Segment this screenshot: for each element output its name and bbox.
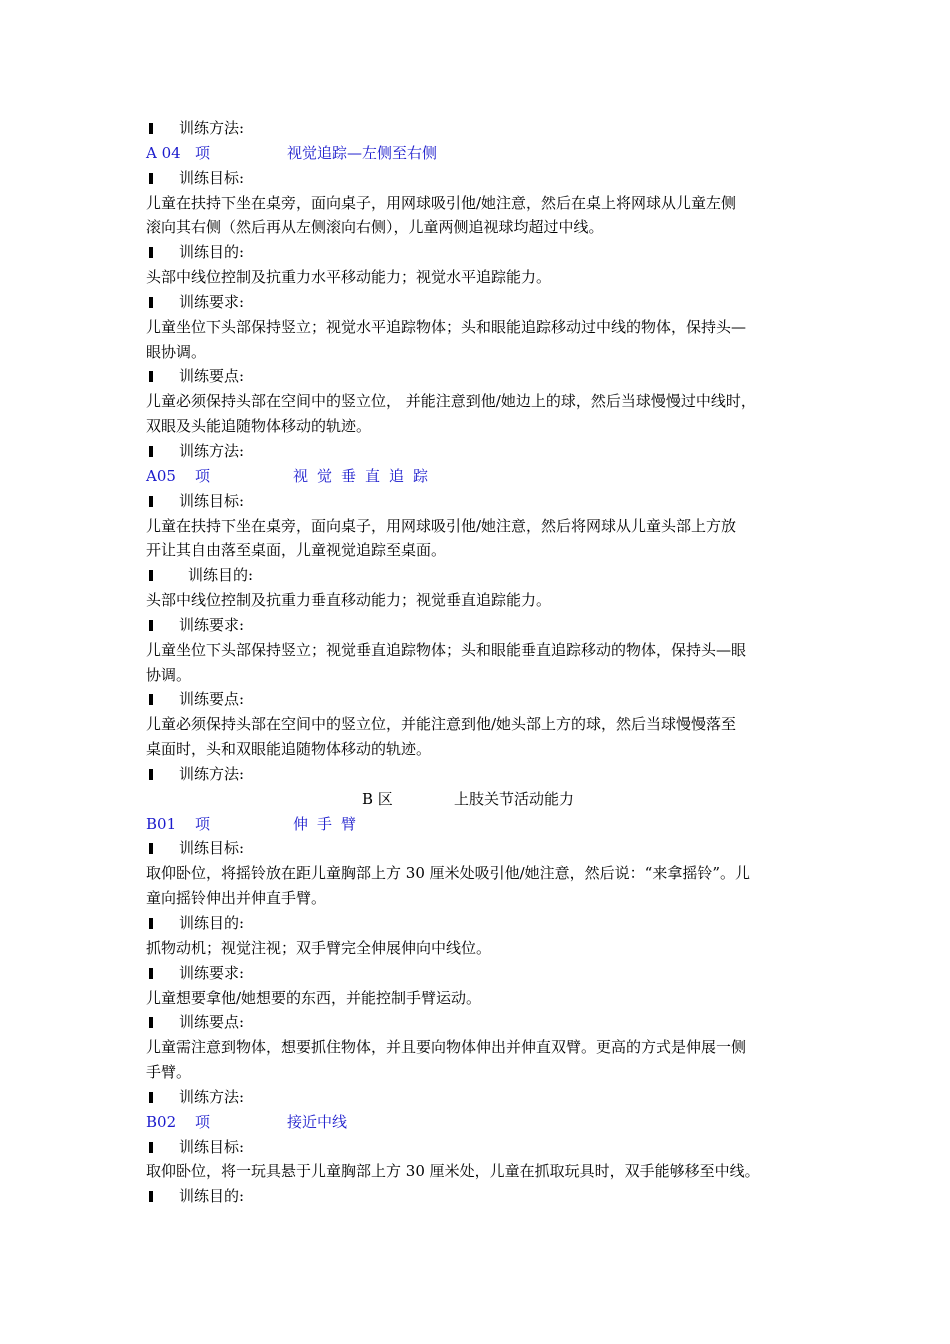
item-title <box>146 141 811 166</box>
bullet-heading: 训练要求: <box>146 961 811 986</box>
bullet-heading: 训练要求: <box>146 613 811 638</box>
body-text-line: 儿童坐位下头部保持竖立；视觉水平追踪物体；头和眼能追踪移动过中线的物体，保持头— <box>146 317 747 336</box>
item-title <box>146 812 811 837</box>
body-text-line: 头部中线位控制及抗重力水平移动能力；视觉水平追踪能力。 <box>146 268 552 287</box>
bullet-heading: 训练要点: <box>146 687 811 712</box>
item-name: 伸手臂 <box>293 814 366 833</box>
body-text-line: 眼协调。 <box>146 342 207 361</box>
item-title <box>146 464 811 489</box>
bullet-heading: 训练目标: <box>146 836 811 861</box>
body-text-line: 头部中线位控制及抗重力垂直移动能力；视觉垂直追踪能力。 <box>146 591 552 610</box>
body-text-line: 儿童必须保持头部在空间中的竖立位， 并能注意到他/她边上的球，然后当球慢慢过中线时， <box>146 392 756 411</box>
bullet-heading: 训练目标: <box>146 1135 811 1160</box>
section-heading <box>146 787 811 812</box>
bullet-heading: 训练方法: <box>146 1085 811 1110</box>
body-text-line: 儿童在扶持下坐在桌旁，面向桌子，用网球吸引他/她注意，然后将网球从儿童头部上方放 <box>146 516 737 535</box>
bullet-heading: 训练目标: <box>146 489 811 514</box>
bullet-heading: 训练方法: <box>146 116 811 141</box>
item-label: 项 <box>195 466 211 485</box>
body-text-line: 儿童需注意到物体，想要抓住物体，并且要向物体伸出并伸直双臂。更高的方式是伸展一侧 <box>146 1038 747 1057</box>
item-title <box>146 1110 811 1135</box>
section-zone: B 区 <box>362 789 393 808</box>
body-text-line: 儿童在扶持下坐在桌旁，面向桌子，用网球吸引他/她注意，然后在桌上将网球从儿童左侧 <box>146 193 737 212</box>
item-code: B01 <box>146 814 177 833</box>
body-text-line: 双眼及头能追随物体移动的轨迹。 <box>146 417 372 436</box>
item-code: A05 <box>146 466 176 485</box>
body-text-line: 开让其自由落至桌面，儿童视觉追踪至桌面。 <box>146 541 447 560</box>
item-name: 视觉追踪—左侧至右侧 <box>287 143 438 162</box>
section-name: 上肢关节活动能力 <box>454 789 575 808</box>
item-label: 项 <box>195 814 211 833</box>
body-text-line: 儿童想要拿他/她想要的东西，并能控制手臂运动。 <box>146 988 482 1007</box>
body-text-line: 童向摇铃伸出并伸直手臂。 <box>146 889 327 908</box>
bullet-heading: 训练要求: <box>146 290 811 315</box>
bullet-heading: 训练要点: <box>146 1010 811 1035</box>
body-text-line: 滚向其右侧（然后再从左侧滚向右侧），儿童两侧追视球均超过中线。 <box>146 218 604 237</box>
body-text-line: 桌面时，头和双眼能追随物体移动的轨迹。 <box>146 740 432 759</box>
bullet-heading: 训练目的: <box>146 1184 811 1209</box>
body-text-line: 儿童坐位下头部保持竖立；视觉垂直追踪物体；头和眼能垂直追踪移动的物体，保持头—眼 <box>146 640 747 659</box>
body-text-line: 取仰卧位，将一玩具悬于儿童胸部上方 30 厘米处，儿童在抓取玩具时，双手能够移至中线。 <box>146 1162 760 1181</box>
body-text-line: 儿童必须保持头部在空间中的竖立位，并能注意到他/她头部上方的球，然后当球慢慢落至 <box>146 715 737 734</box>
document-page <box>146 116 811 1209</box>
bullet-heading: 训练方法: <box>146 762 811 787</box>
bullet-heading: 训练目的: <box>146 563 811 588</box>
bullet-heading: 训练目标: <box>146 166 811 191</box>
item-label: 项 <box>195 1112 211 1131</box>
body-text-line: 取仰卧位，将摇铃放在距儿童胸部上方 30 厘米处吸引他/她注意，然后说：“来拿摇铃”。儿 <box>146 864 751 883</box>
body-text-line: 抓物动机；视觉注视；双手臂完全伸展伸向中线位。 <box>146 938 492 957</box>
body-text-line: 协调。 <box>146 665 192 684</box>
bullet-heading: 训练方法: <box>146 439 811 464</box>
bullet-heading: 训练目的: <box>146 240 811 265</box>
body-text-line: 手臂。 <box>146 1063 192 1082</box>
item-name: 视觉垂直追踪 <box>293 466 438 485</box>
item-label: 项 <box>195 143 211 162</box>
bullet-heading: 训练目的: <box>146 911 811 936</box>
item-name: 接近中线 <box>287 1112 348 1131</box>
item-code: B02 <box>146 1112 177 1131</box>
item-code: A 04 <box>146 143 181 162</box>
bullet-heading: 训练要点: <box>146 364 811 389</box>
